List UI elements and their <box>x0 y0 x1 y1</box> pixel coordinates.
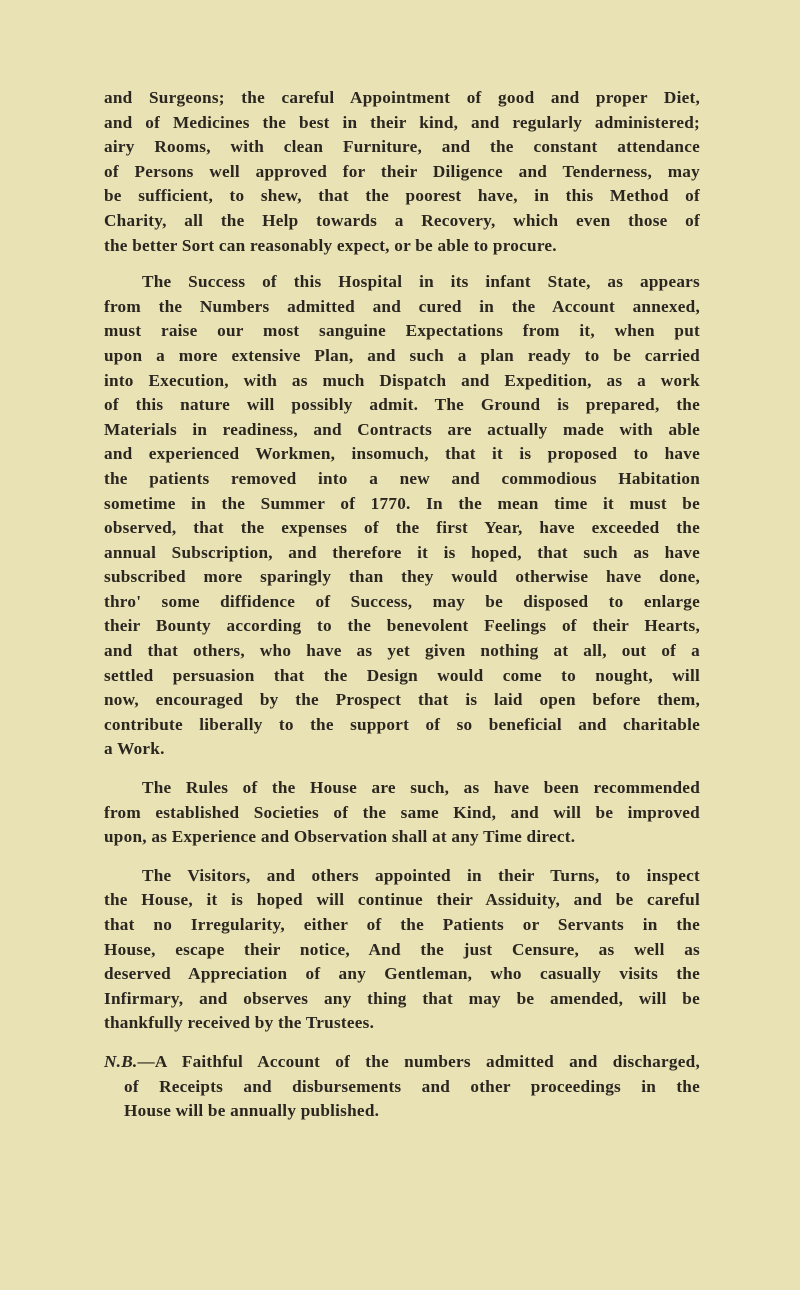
text-line: deserved Appreciation of any Gentleman, who casually visits the <box>104 964 700 984</box>
text-line: their Bounty according to the benevolent Feelings of their Hearts, <box>104 616 700 636</box>
paragraph-4 <box>104 864 700 1036</box>
text-line: and experienced Workmen, insomuch, that it is proposed to have <box>104 444 700 464</box>
text-line: thro' some diffidence of Success, may be disposed to enlarge <box>104 591 700 611</box>
text-line: sometime in the Summer of 1770. In the mean time it must be <box>104 493 700 513</box>
text-line: House, escape their notice, And the just Censure, as well as <box>104 939 700 959</box>
nota-bene-note <box>104 1050 700 1124</box>
text-line: of Receipts and disbursements and other proceedings in the <box>124 1076 700 1096</box>
text-line: upon a more extensive Plan, and such a plan ready to be carried <box>104 345 700 365</box>
text-line: The Visitors, and others appointed in their Turns, to inspect <box>142 865 700 885</box>
text-line: Infirmary, and observes any thing that may be amended, will be <box>104 988 700 1008</box>
text-line: into Execution, with as much Dispatch and Expedition, as a work <box>104 370 700 390</box>
text-line: that no Irregularity, either of the Patients or Servants in the <box>104 915 700 934</box>
text-line: and of Medicines the best in their kind, and regularly administered; <box>104 112 700 132</box>
text-line: from the Numbers admitted and cured in the Account annexed, <box>104 296 700 316</box>
text-line: must raise our most sanguine Expectations from it, when put <box>104 321 700 341</box>
text-line: of Persons well approved for their Diligence and Tenderness, may <box>104 161 700 181</box>
text-line: of this nature will possibly admit. The Ground is prepared, the <box>104 395 700 415</box>
text-line: the better Sort can reasonably expect, or be able to procure. <box>104 235 557 255</box>
text-line: and Surgeons; the careful Appointment of good and proper Diet, <box>104 88 700 107</box>
text-line: The Success of this Hospital in its infant State, as appears <box>142 272 700 292</box>
text-line: observed, that the expenses of the first Year, have exceeded the <box>104 518 700 538</box>
note-first-line <box>104 1050 700 1075</box>
text-line: from established Societies of the same Kind, and will be improved <box>104 802 700 822</box>
text-line: House will be annually published. <box>124 1101 380 1121</box>
text-line: settled persuasion that the Design would come to nought, will <box>104 665 700 685</box>
text-line: The Rules of the House are such, as have been recommended <box>142 778 700 798</box>
text-line: airy Rooms, with clean Furniture, and the constant attendance <box>104 137 700 157</box>
text-line: now, encouraged by the Prospect that is laid open before them, <box>104 690 700 710</box>
text-line: Materials in readiness, and Contracts are actually made with able <box>104 419 700 439</box>
text-line: a Work. <box>104 739 165 759</box>
text-line: Charity, all the Help towards a Recovery, which even those of <box>104 210 700 230</box>
paragraph-2 <box>104 270 700 762</box>
nota-bene-mark: N.B. <box>104 1051 138 1071</box>
text-line: subscribed more sparingly than they would otherwise have done, <box>104 567 700 587</box>
text-line: contribute liberally to the support of so beneficial and charitable <box>104 714 700 734</box>
text-line: and that others, who have as yet given nothing at all, out of a <box>104 641 700 661</box>
note-first-line-text: —A Faithful Account of the numbers admitted and discharged, <box>137 1051 700 1071</box>
text-line: the House, it is hoped will continue their Assiduity, and be careful <box>104 890 700 910</box>
text-line: upon, as Experience and Observation shall at any Time direct. <box>104 827 576 847</box>
text-line: thankfully received by the Trustees. <box>104 1013 375 1033</box>
text-line: be sufficient, to shew, that the poorest have, in this Method of <box>104 186 700 206</box>
text-line: the patients removed into a new and commodious Habitation <box>104 468 700 488</box>
document-page <box>104 86 700 1124</box>
text-line: annual Subscription, and therefore it is hoped, that such as have <box>104 542 700 562</box>
paragraph-3 <box>104 776 700 850</box>
paragraph-1 <box>104 86 700 258</box>
